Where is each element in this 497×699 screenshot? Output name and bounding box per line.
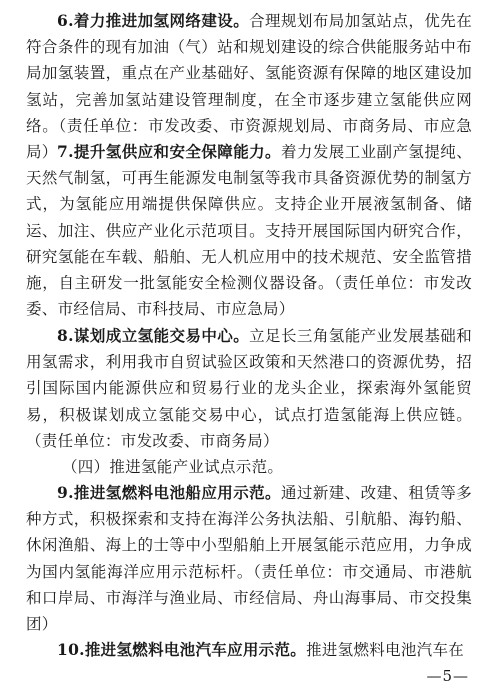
paragraph-6-body: 合理规划布局加氢站点，优先在符合条件的现有加油（气）站和规划建设的综合供能服务站中布局加氢装置，重点在产业基础好、氢能资源有保障的地区建设加氢站，完善加氢站建设管理制度，在全市逐步建立氢能供应网络。（责任单位：市发改委、市资源规划局、市商务局、市应急局） — [26, 12, 472, 162]
paragraph-9 — [26, 480, 472, 637]
paragraph-8-body: 立足长三角氢能产业发展基础和用氢需求，利用我市自贸试验区政策和天然港口的资源优势，招引国际国内能源供应和贸易行业的龙头企业，探索海外氢能贸易，积极谋划成立氢能交易中心，试点打造氢能海上供应链。（责任单位：市发改委、市商务局） — [26, 327, 472, 450]
paragraph-10 — [26, 637, 472, 663]
paragraph-9-body: 通过新建、改建、租赁等多种方式，积极探索和支持在海洋公务执法船、引航船、海钓船、休闲渔船、海上的士等中小型船舶上开展氢能示范应用，力争成为国内氢能海洋应用示范标杆。（责任单位：市交通局、市港航和口岸局、市海洋与渔业局、市经信局、舟山海事局、市交投集团） — [26, 484, 472, 634]
paragraph-7-body: 着力发展工业副产氢提纯、天然气制氢，可再生能源发电制氢等我市具备资源优势的制氢方式，为氢能应用端提供保障供应。支持企业开展液氢制备、储运、加注、供应产业化示范项目。支持开展国际国内研究合作，研究氢能在车载、船舶、无人机应用中的技术规范、安全监管措施，自主研发一批氢能安全检测仪器设备。（责任单位：市发改委、市经信局、市科技局、市应急局） — [26, 143, 472, 319]
paragraph-7 — [26, 139, 472, 322]
paragraph-10-heading: 10.推进氢燃料电池汽车应用示范。 — [57, 640, 307, 659]
paragraph-7-heading: 7.提升氢供应和安全保障能力。 — [57, 142, 281, 161]
section-heading-4: （四）推进氢能产业试点示范。 — [62, 458, 284, 476]
paragraph-8-heading: 8.谋划成立氢能交易中心。 — [57, 326, 250, 345]
paragraph-10-body: 推进氢燃料电池汽车在 — [306, 641, 465, 659]
paragraph-8 — [26, 323, 472, 454]
paragraph-9-heading: 9.推进氢燃料电池船应用示范。 — [57, 483, 281, 502]
paragraph-6-heading: 6.着力推进加氢网络建设。 — [57, 11, 250, 30]
page-number: —5— — [426, 667, 469, 685]
